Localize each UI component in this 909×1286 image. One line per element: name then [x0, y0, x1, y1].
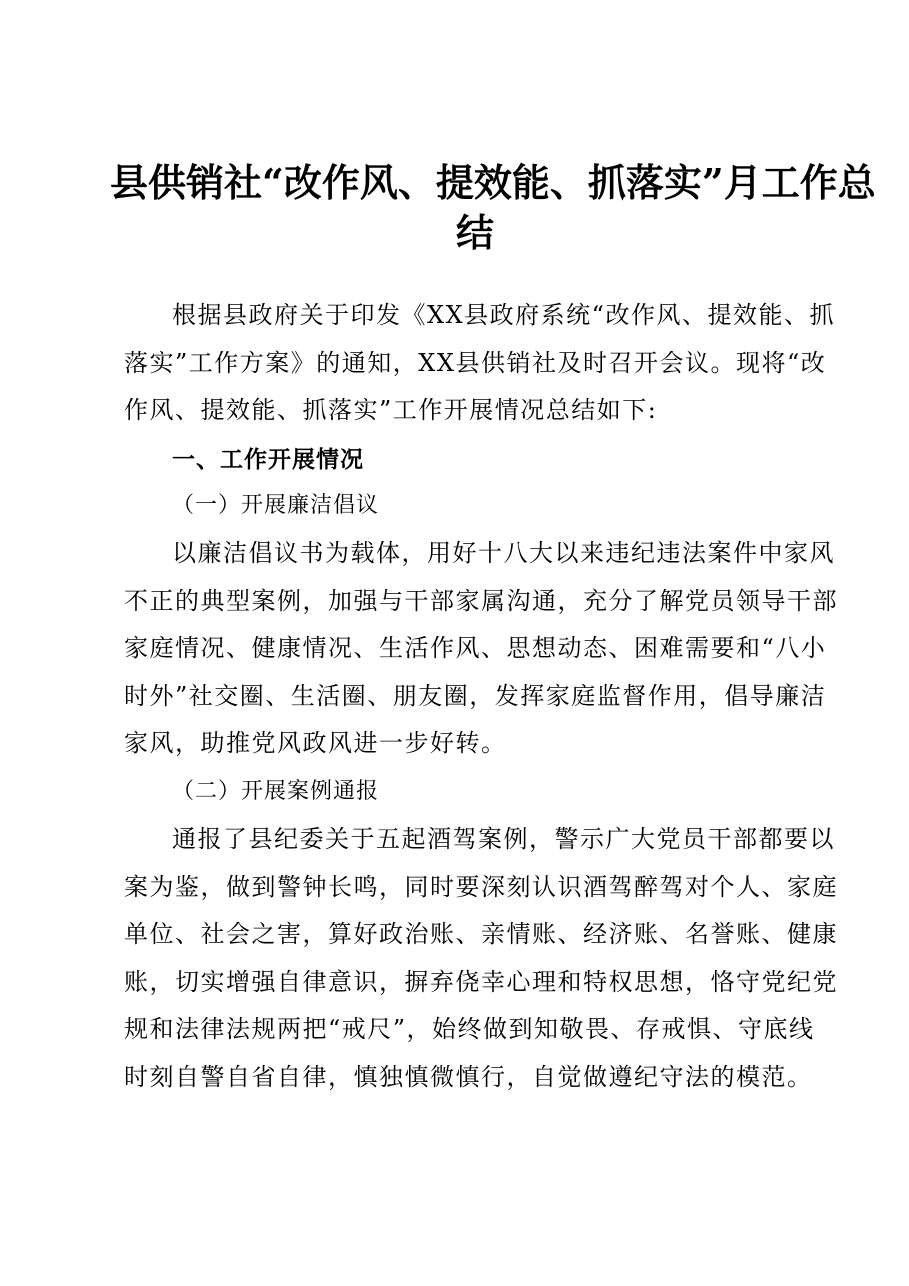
subsection-1-line-4: 时外”社交圈、生活圈、朋友圈，发挥家庭监督作用，倡导廉洁 [124, 681, 827, 710]
intro-paragraph [124, 292, 835, 435]
subsection-1-line-3: 家庭情况、健康情况、生活作风、思想动态、困难需要和“八小 [124, 634, 827, 663]
subsection-2-paragraph [124, 816, 838, 1102]
subsection-2-line-5: 规和法律法规两把“戒尺”，始终做到知敬畏、存戒惧、守底线 [124, 1015, 815, 1044]
subsection-1-line-1: 以廉洁倡议书为载体，用好十八大以来违纪违法案件中家风 [172, 539, 835, 567]
intro-line-1: 根据县政府关于印发《XX县政府系统“改作风、提效能、抓 [172, 301, 835, 329]
subsection-2-line-6: 时刻自警自省自律，慎独慎微慎行，自觉做遵纪守法的模范。 [124, 1062, 813, 1091]
subsection-2-line-4: 账，切实增强自律意识，摒弃侥幸心理和特权思想，恪守党纪党 [124, 967, 838, 996]
subsection-1-line-5: 家风，助推党风政风进一步好转。 [124, 729, 507, 758]
subsection-1-paragraph [124, 530, 838, 768]
subsection-2-line-3: 单位、社会之害，算好政治账、亲情账、经济账、名誉账、健康 [124, 920, 838, 949]
title-line-2: 结 [455, 210, 494, 255]
subsection-heading-2: （二）开展案例通报 [172, 779, 380, 804]
subsection-1-line-2: 不正的典型案例，加强与干部家属沟通，充分了解党员领导干部 [124, 586, 838, 615]
subsection-2-line-1: 通报了县纪委关于五起酒驾案例，警示广大党员干部都要以 [172, 825, 835, 853]
subsection-2-line-2: 案为鉴，做到警钟长鸣，同时要深刻认识酒驾醉驾对个人、家庭 [124, 872, 838, 901]
document-title [110, 158, 876, 258]
intro-line-3: 作风、提效能、抓落实”工作开展情况总结如下: [124, 396, 658, 425]
subsection-heading-1: （一）开展廉洁倡议 [172, 493, 380, 518]
title-line-1: 县供销社“改作风、提效能、抓落实”月工作总 [110, 160, 876, 205]
intro-line-2: 落实”工作方案》的通知，XX县供销社及时召开会议。现将“改 [124, 348, 827, 377]
section-heading-1: 一、工作开展情况 [172, 447, 364, 473]
